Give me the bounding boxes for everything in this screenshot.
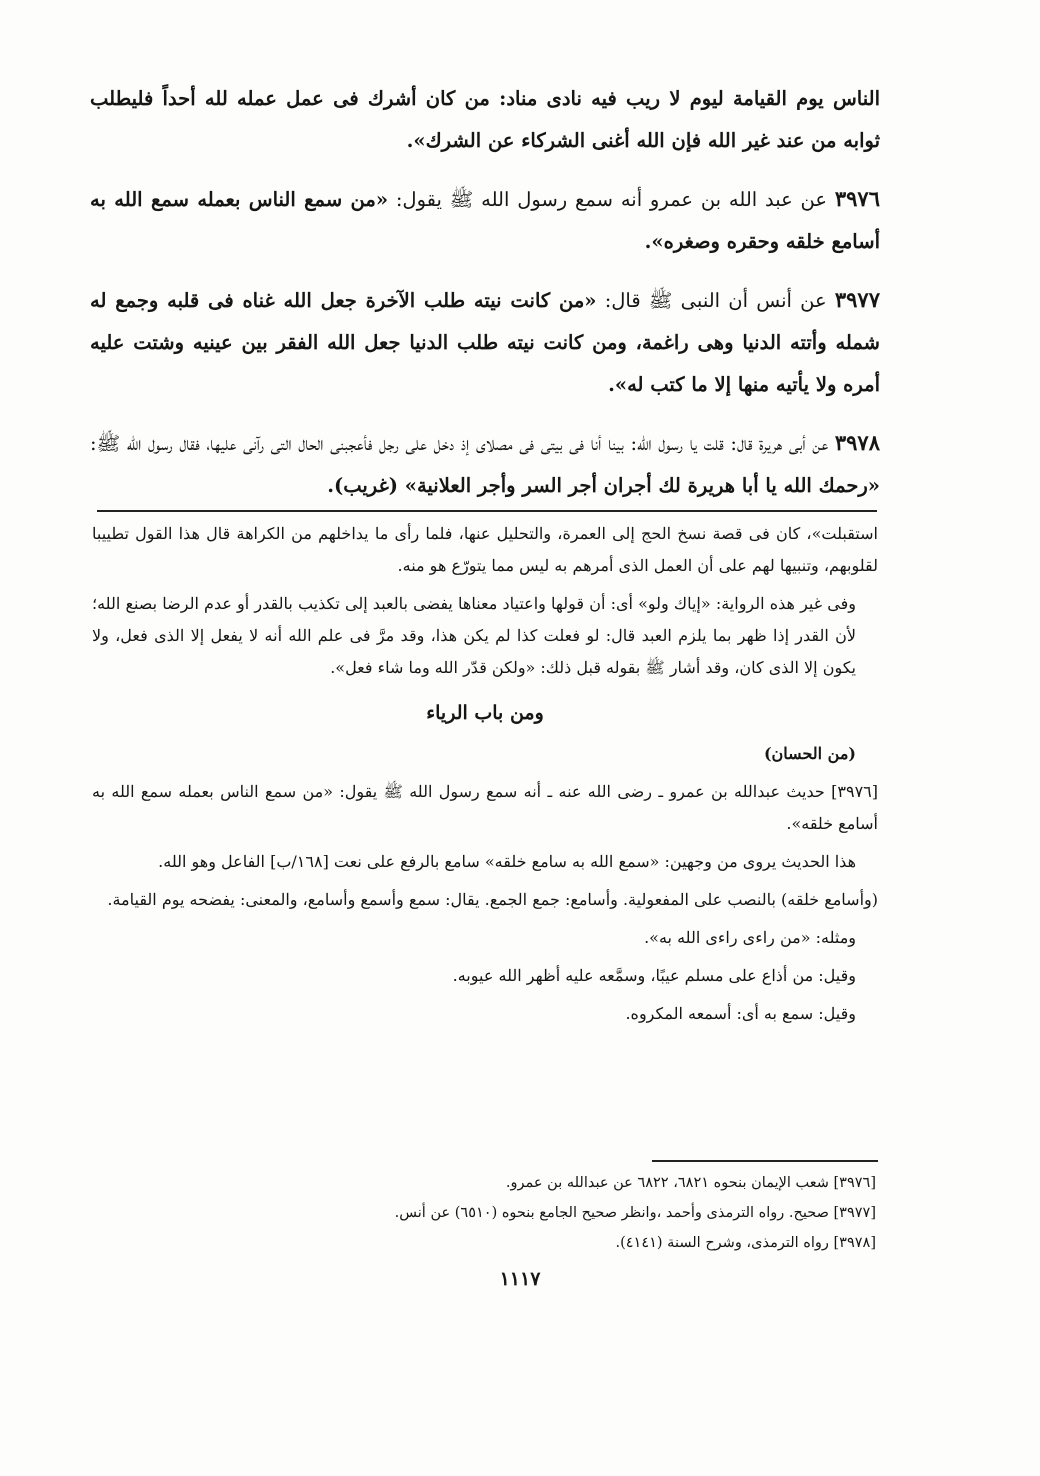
footnotes [200,1168,876,1258]
commentary-paragraph: ومثله: «من راءى راءى الله به». [644,928,856,947]
footnote: [٣٩٧٦] شعب الإيمان بنحوه ٦٨٢١، ٦٨٢٢ عن عبدالله بن عمرو. [505,1175,876,1191]
hadith-quote: «رحمك الله يا أبا هريرة لك أجران أجر السر وأجر العلانية» (غريب). [327,474,880,497]
commentary-paragraph: وقيل: سمع به أى: أسمعه المكروه. [625,1004,856,1023]
commentary-paragraph: وفى غير هذه الرواية: «إياك ولو» أى: أن قولها واعتياد معناها يفضى بالعبد إلى تكذيب بالقدر أو عدم الرضا بصنع الله؛ لأن القدر إذا ظهر بما يلزم العبد قال: لو فعلت كذا لم يكن هذا، وقد مرَّ فى علم الله أنه لا يفعل إلا الذى فعل، ولا يكون إلا الذى كان، وقد أشار ﷺ بقوله قبل ذلك: «ولكن قدّر الله وما شاء فعل». [92,594,857,677]
commentary-section [92,518,878,1036]
paragraph-text: الناس يوم القيامة ليوم لا ريب فيه نادى مناد: من كان أشرك فى عمل عمله لله أحداً فليطلب ثوابه من عند غير الله فإن الله أغنى الشركاء عن الشرك». [90,87,880,152]
hadith-number: ٣٩٧٨ [834,430,880,455]
hadith-number: ٣٩٧٦ [834,186,880,211]
hadith-3977 [90,279,880,406]
hadith-intro: عن أنس أن النبى ﷺ قال: [604,289,827,312]
commentary-paragraph: استقبلت»، كان فى قصة نسخ الحج إلى العمرة، والتحليل عنها، فلما رأى ما يداخلهم من الكراهة قال هذا القول تطييبا لقلوبهم، وتنبيها لهم على أن العمل الذى أمرهم به ليس مما يتورّع هو منه. [92,524,878,575]
commentary-paragraph: وقيل: من أذاع على مسلم عيبًا، وسمَّعه عليه أظهر الله عيوبه. [452,966,856,985]
hadith-intro: عن عبد الله بن عمرو أنه سمع رسول الله ﷺ يقول: [395,188,828,211]
page-number: ١١١٧ [499,1268,541,1290]
commentary-paragraph: [٣٩٧٦] حديث عبدالله بن عمرو ـ رضى الله عنه ـ أنه سمع رسول الله ﷺ يقول: «من سمع الناس بعمله سمع الله به أسامع خلقه». [92,782,878,833]
hadith-intro: عن أبى هريرة قال: قلت يا رسول الله: بينا أنا فى بيتى فى مصلاى إذ دخل على رجل فأعجبنى الحال التى رآنى عليها، فقال رسول الله ﷺ: [90,432,829,455]
footnote: [٣٩٧٨] رواه الترمذى، وشرح السنة (٤١٤١). [615,1235,876,1251]
footnote: [٣٩٧٧] صحيح. رواه الترمذى وأحمد ،وانظر صحيح الجامع بنحوه (٦٥١٠) عن أنس. [394,1205,876,1221]
continued-paragraph [90,78,880,162]
chapter-heading: ومن باب الرياء [426,702,544,724]
hadith-number: ٣٩٧٧ [834,287,880,312]
hadith-3976 [90,178,880,263]
hadith-quote: «من كانت نيته طلب الآخرة جعل الله غناه فى قلبه وجمع له شمله وأتته الدنيا وهى راغمة، ومن كانت نيته طلب الدنيا جعل الله الفقر بين عينيه وشتت عليه أمره ولا يأتيه منها إلا ما كتب له». [90,289,880,396]
section-divider [97,510,877,512]
footnote-divider [652,1160,878,1162]
hadith-text [90,78,880,523]
hadith-3978 [90,422,880,507]
commentary-paragraph: (وأسامع خلقه) بالنصب على المفعولية. وأسامع: جمع الجمع. يقال: سمع وأسمع وأسامع، والمعنى: يفضحه يوم القيامة. [107,890,878,909]
hadith-quote: «من سمع الناس بعمله سمع الله به أسامع خلقه وحقره وصغره». [90,188,880,253]
subheading: (من الحسان) [763,744,856,763]
commentary-paragraph: هذا الحديث يروى من وجهين: «سمع الله به سامع خلقه» سامع بالرفع على نعت [١٦٨/ب] الفاعل وهو الله. [158,852,856,871]
